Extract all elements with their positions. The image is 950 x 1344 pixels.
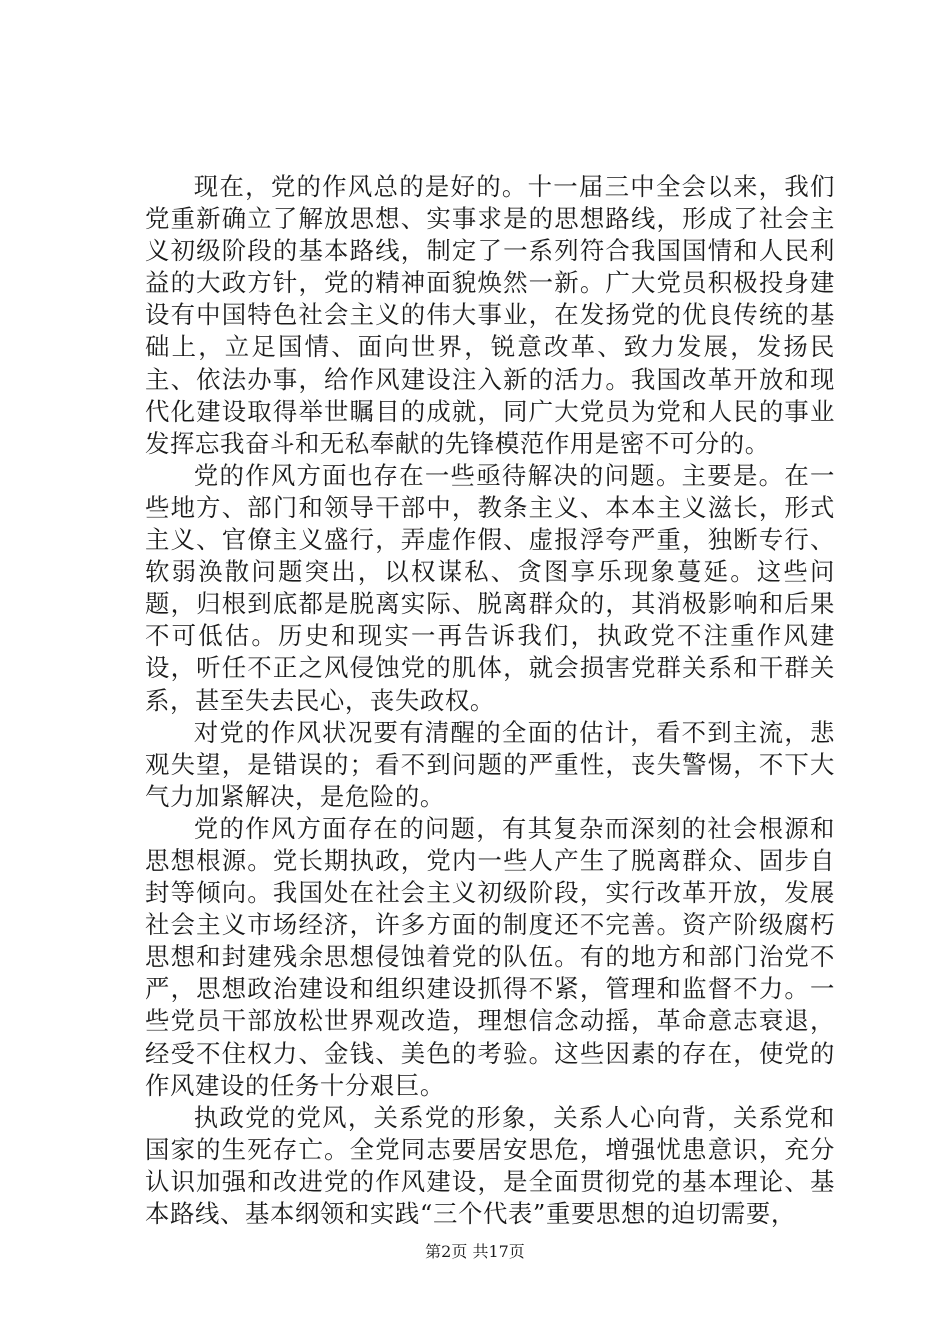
paragraph: 现在，党的作风总的是好的。十一届三中全会以来，我们党重新确立了解放思想、实事求是的思想路线，形成了社会主义初级阶段的基本路线，制定了一系列符合我国国情和人民利益的大政方针，党的精神面貌焕然一新。广大党员积极投身建设有中国特色社会主义的伟大事业，在发扬党的优良传统的基础上，立足国情、面向世界，锐意改革、致力发展，发扬民主、依法办事，给作风建设注入新的活力。我国改革开放和现代化建设取得举世瞩目的成就，同广大党员为党和人民的事业发挥忘我奋斗和无私奉献的先锋模范作用是密不可分的。 [145,172,835,458]
document-body [145,171,835,1230]
paragraph: 执政党的党风，关系党的形象，关系人心向背，关系党和国家的生死存亡。全党同志要居安思危，增强忧患意识，充分认识加强和改进党的作风建设，是全面贯彻党的基本理论、基本路线、基本纲领和实践“三个代表”重要思想的迫切需要， [145,1102,835,1228]
paragraph: 党的作风方面也存在一些亟待解决的问题。主要是。在一些地方、部门和领导干部中，教条主义、本本主义滋长，形式主义、官僚主义盛行，弄虚作假、虚报浮夸严重，独断专行、软弱涣散问题突出，以权谋私、贪图享乐现象蔓延。这些问题，归根到底都是脱离实际、脱离群众的，其消极影响和后果不可低估。历史和现实一再告诉我们，执政党不注重作风建设，听任不正之风侵蚀党的肌体，就会损害党群关系和干群关系，甚至失去民心，丧失政权。 [145,460,835,715]
paragraph: 对党的作风状况要有清醒的全面的估计，看不到主流，悲观失望，是错误的；看不到问题的严重性，丧失警惕，不下大气力加紧解决，是危险的。 [145,717,835,811]
paragraph: 党的作风方面存在的问题，有其复杂而深刻的社会根源和思想根源。党长期执政，党内一些人产生了脱离群众、固步自封等倾向。我国处在社会主义初级阶段，实行改革开放，发展社会主义市场经济，许多方面的制度还不完善。资产阶级腐朽思想和封建残余思想侵蚀着党的队伍。有的地方和部门治党不严，思想政治建设和组织建设抓得不紧，管理和监督不力。一些党员干部放松世界观改造，理想信念动摇，革命意志衰退，经受不住权力、金钱、美色的考验。这些因素的存在，使党的作风建设的任务十分艰巨。 [145,813,835,1100]
page-number-footer: 第2页 共17页 [425,1242,525,1261]
